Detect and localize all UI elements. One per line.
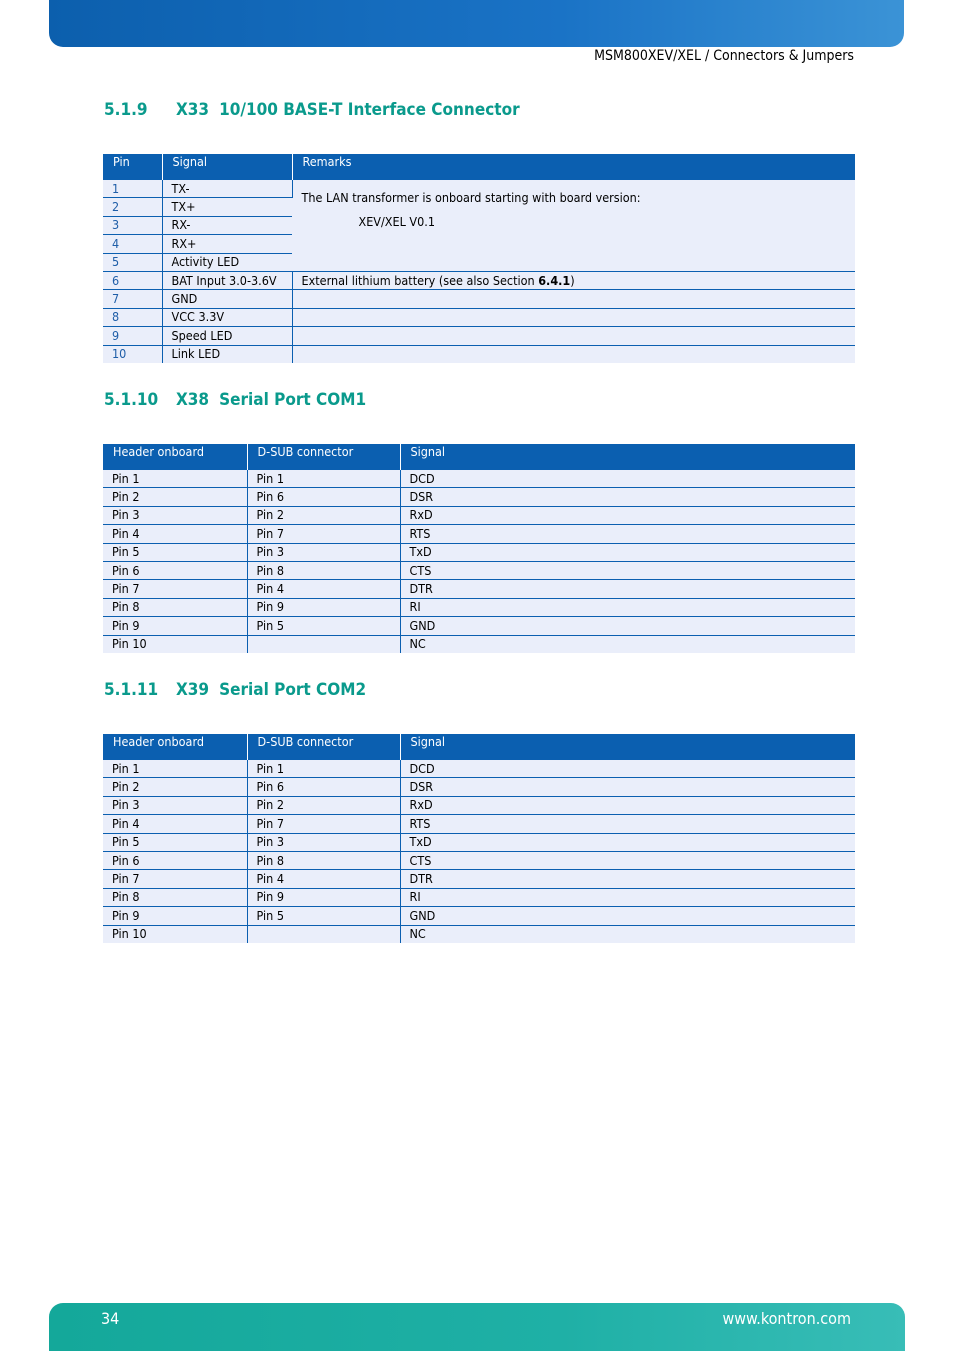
header-pin-cell: Pin 10	[103, 925, 247, 943]
pin-cell: 5	[103, 253, 162, 271]
section-title-x39	[104, 680, 366, 700]
table-row	[103, 760, 855, 778]
remarks-cell	[292, 290, 855, 308]
dsub-pin-cell: Pin 3	[247, 833, 400, 851]
signal-cell: Activity LED	[162, 253, 292, 271]
pin-cell: 6	[103, 271, 162, 289]
pin-cell: 9	[103, 327, 162, 345]
signal-cell: TX-	[162, 180, 292, 198]
section-reference: 6.4.1	[538, 272, 571, 288]
table-row	[103, 580, 855, 598]
table-row	[103, 925, 855, 943]
signal-cell: BAT Input 3.0-3.6V	[162, 271, 292, 289]
header-pin-cell: Pin 9	[103, 907, 247, 925]
com2-pin-table	[103, 734, 855, 943]
signal-cell: Speed LED	[162, 327, 292, 345]
signal-cell: RxD	[400, 796, 855, 814]
header-pin-cell: Pin 1	[103, 760, 247, 778]
dsub-pin-cell: Pin 5	[247, 907, 400, 925]
dsub-pin-cell: Pin 2	[247, 796, 400, 814]
signal-cell: TX+	[162, 198, 292, 216]
dsub-pin-cell: Pin 8	[247, 851, 400, 869]
header-banner	[49, 0, 904, 47]
dsub-pin-cell	[247, 925, 400, 943]
dsub-pin-cell: Pin 8	[247, 561, 400, 579]
pin-cell: 4	[103, 235, 162, 253]
section-heading: 10/100 BASE-T Interface Connector	[219, 100, 520, 120]
table-row	[103, 851, 855, 869]
com1-pin-table	[103, 444, 855, 653]
remarks-cell	[292, 308, 855, 326]
table-row	[103, 180, 855, 198]
table-row	[103, 833, 855, 851]
dsub-pin-cell: Pin 3	[247, 543, 400, 561]
remarks-cell	[292, 327, 855, 345]
table-row	[103, 488, 855, 506]
table-row	[103, 561, 855, 579]
dsub-pin-cell: Pin 7	[247, 525, 400, 543]
com1-table-body	[103, 470, 855, 653]
header-pin-cell: Pin 5	[103, 543, 247, 561]
remarks-cell	[292, 271, 855, 289]
dsub-pin-cell: Pin 6	[247, 778, 400, 796]
com2-table-body	[103, 760, 855, 943]
table-row	[103, 525, 855, 543]
signal-cell: RX+	[162, 235, 292, 253]
table-row	[103, 870, 855, 888]
table-row	[103, 308, 855, 326]
lan-transformer-remark	[292, 180, 855, 271]
signal-cell: NC	[400, 925, 855, 943]
dsub-pin-cell: Pin 4	[247, 580, 400, 598]
header-pin-cell: Pin 3	[103, 506, 247, 524]
pin-cell: 1	[103, 180, 162, 198]
signal-cell: DSR	[400, 488, 855, 506]
column-header-dsub-connector: D-SUB connector	[247, 734, 400, 760]
table-row	[103, 543, 855, 561]
signal-cell: TxD	[400, 543, 855, 561]
remark-text: )	[570, 272, 575, 288]
section-number: 5.1.10	[104, 390, 159, 410]
header-pin-cell: Pin 10	[103, 635, 247, 653]
signal-cell: DTR	[400, 580, 855, 598]
table-row	[103, 470, 855, 488]
header-pin-cell: Pin 7	[103, 870, 247, 888]
connector-code: X33	[176, 100, 210, 120]
header-pin-cell: Pin 2	[103, 778, 247, 796]
header-pin-cell: Pin 6	[103, 561, 247, 579]
pin-cell: 10	[103, 345, 162, 363]
section-title-x33	[104, 100, 520, 120]
dsub-pin-cell: Pin 9	[247, 598, 400, 616]
table-row	[103, 290, 855, 308]
table-row	[103, 506, 855, 524]
signal-cell: GND	[400, 907, 855, 925]
dsub-pin-cell	[247, 635, 400, 653]
remarks-cell	[292, 345, 855, 363]
dsub-pin-cell: Pin 9	[247, 888, 400, 906]
table-row	[103, 635, 855, 653]
dsub-pin-cell: Pin 6	[247, 488, 400, 506]
remark-line: The LAN transformer is onboard starting with board version:	[301, 190, 641, 205]
pin-cell: 8	[103, 308, 162, 326]
dsub-pin-cell: Pin 5	[247, 617, 400, 635]
column-header-header-onboard: Header onboard	[103, 444, 247, 470]
header-pin-cell: Pin 2	[103, 488, 247, 506]
pin-cell: 7	[103, 290, 162, 308]
remark-text: External lithium battery (see also Section	[301, 272, 539, 288]
section-title-x38	[104, 390, 366, 410]
signal-cell: NC	[400, 635, 855, 653]
header-pin-cell: Pin 7	[103, 580, 247, 598]
signal-cell: RTS	[400, 815, 855, 833]
table-row	[103, 271, 855, 289]
pin-cell: 2	[103, 198, 162, 216]
column-header-signal: Signal	[400, 444, 855, 470]
header-pin-cell: Pin 8	[103, 888, 247, 906]
section-number: 5.1.11	[104, 680, 159, 700]
signal-cell: GND	[400, 617, 855, 635]
header-pin-cell: Pin 5	[103, 833, 247, 851]
column-header-signal: Signal	[162, 154, 292, 180]
dsub-pin-cell: Pin 7	[247, 815, 400, 833]
table-row	[103, 888, 855, 906]
signal-cell: VCC 3.3V	[162, 308, 292, 326]
header-pin-cell: Pin 6	[103, 851, 247, 869]
signal-cell: Link LED	[162, 345, 292, 363]
header-pin-cell: Pin 4	[103, 525, 247, 543]
signal-cell: DCD	[400, 760, 855, 778]
header-pin-cell: Pin 1	[103, 470, 247, 488]
dsub-pin-cell: Pin 1	[247, 470, 400, 488]
section-heading: Serial Port COM2	[219, 680, 367, 700]
remark-line: XEV/XEL V0.1	[358, 214, 435, 229]
column-header-header-onboard: Header onboard	[103, 734, 247, 760]
column-header-signal: Signal	[400, 734, 855, 760]
signal-cell: RI	[400, 598, 855, 616]
section-heading: Serial Port COM1	[219, 390, 367, 410]
header-pin-cell: Pin 8	[103, 598, 247, 616]
signal-cell: RX-	[162, 216, 292, 234]
table-row	[103, 907, 855, 925]
page-number: 34	[101, 1309, 120, 1328]
table-row	[103, 815, 855, 833]
pin-cell: 3	[103, 216, 162, 234]
connector-code: X38	[176, 390, 210, 410]
table-row	[103, 778, 855, 796]
table-row	[103, 598, 855, 616]
column-header-remarks: Remarks	[292, 154, 855, 180]
signal-cell: DTR	[400, 870, 855, 888]
signal-cell: RxD	[400, 506, 855, 524]
header-pin-cell: Pin 9	[103, 617, 247, 635]
signal-cell: RTS	[400, 525, 855, 543]
dsub-pin-cell: Pin 4	[247, 870, 400, 888]
website-link[interactable]: www.kontron.com	[722, 1309, 851, 1328]
dsub-pin-cell: Pin 2	[247, 506, 400, 524]
header-pin-cell: Pin 4	[103, 815, 247, 833]
running-header: MSM800XEV/XEL / Connectors & Jumpers	[594, 48, 854, 64]
signal-cell: DCD	[400, 470, 855, 488]
connector-code: X39	[176, 680, 210, 700]
column-header-pin: Pin	[103, 154, 162, 180]
column-header-dsub-connector: D-SUB connector	[247, 444, 400, 470]
table-row	[103, 327, 855, 345]
x33-pin-table	[103, 154, 855, 363]
signal-cell: CTS	[400, 561, 855, 579]
table-row	[103, 796, 855, 814]
table-row	[103, 345, 855, 363]
signal-cell: RI	[400, 888, 855, 906]
signal-cell: CTS	[400, 851, 855, 869]
signal-cell: DSR	[400, 778, 855, 796]
header-pin-cell: Pin 3	[103, 796, 247, 814]
signal-cell: GND	[162, 290, 292, 308]
dsub-pin-cell: Pin 1	[247, 760, 400, 778]
section-number: 5.1.9	[104, 100, 148, 120]
signal-cell: TxD	[400, 833, 855, 851]
x33-table-body	[103, 180, 855, 363]
table-row	[103, 617, 855, 635]
